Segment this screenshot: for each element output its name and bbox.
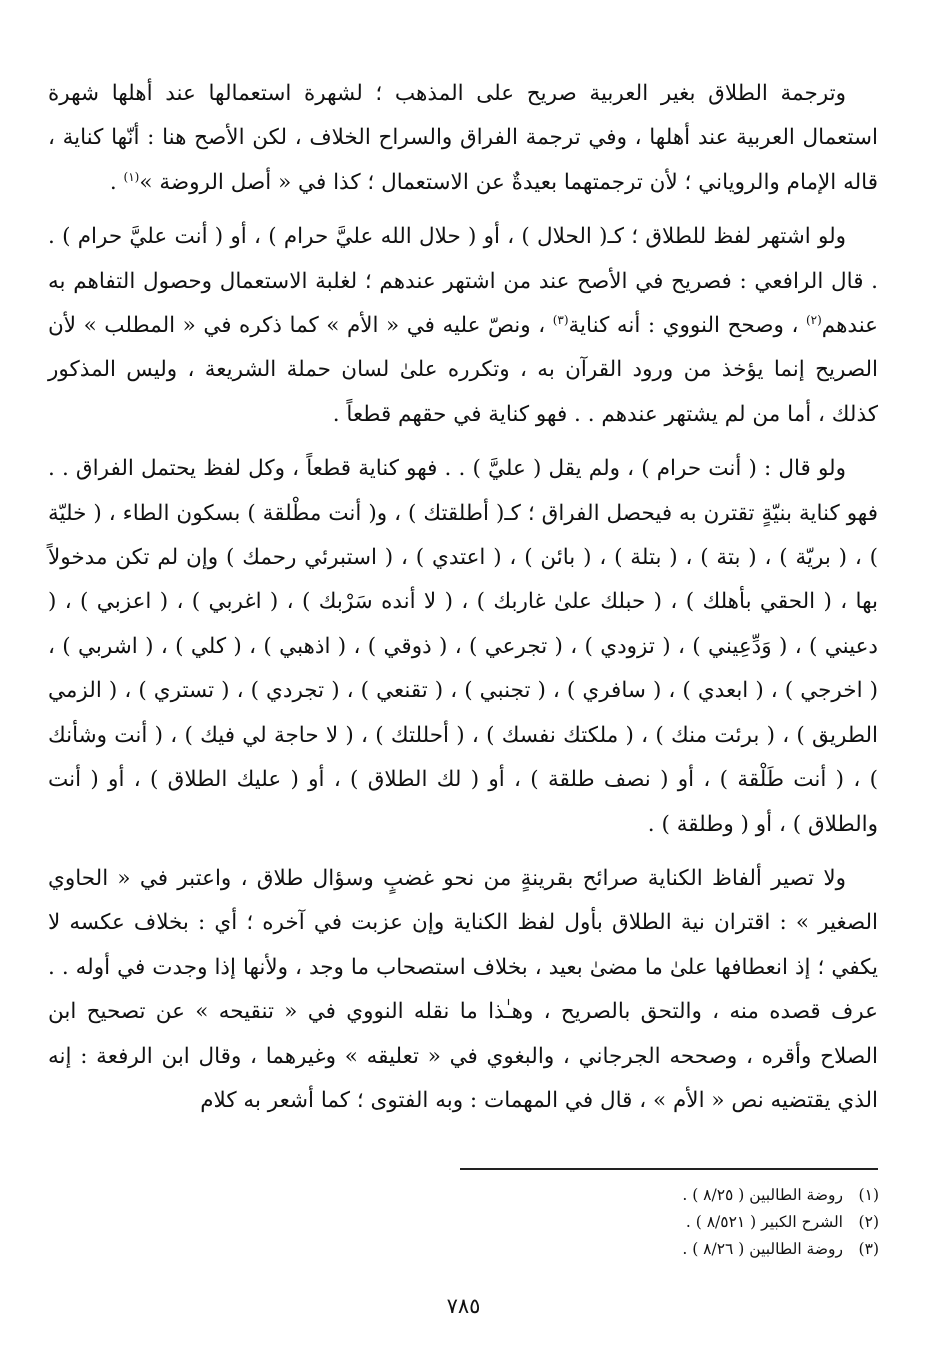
footnote-number: (٢) (858, 1213, 879, 1231)
footnote-number: (١) (858, 1186, 879, 1204)
footnote-ref-1[interactable]: (١) (123, 169, 140, 184)
paragraph-1-text: وترجمة الطلاق بغير العربية صريح على المذهب ؛ لشهرة استعمالها عند أهلها شهرة استعمال العربية عند أهلها ، وفي ترجمة الفراق والسراح الخلاف ، لكن الأصح هنا : أنّها كناية ، قاله الإمام والروياني ؛ لأن ترجمتهما بعيدةٌ عن الاستعمال ؛ كذا في « أصل الروضة » (48, 81, 878, 195)
footnote-2 (379, 1209, 879, 1236)
footnote-ref-3[interactable]: (٣) (552, 312, 569, 327)
footnote-number: (٣) (858, 1240, 879, 1258)
footnote-3 (379, 1236, 879, 1263)
paragraph-2-mid: ، وصحح النووي : أنه كناية (568, 313, 806, 339)
paragraph-2 (48, 215, 878, 437)
footnote-1 (379, 1182, 879, 1209)
paragraph-4: ولا تصير ألفاظ الكناية صرائح بقرينةٍ من نحو غضبٍ وسؤال طلاق ، واعتبر في « الحاوي الصغير » : اقتران نية الطلاق بأول لفظ الكناية وإن عزبت في آخره ؛ أي : بخلاف عكسه لا يكفي ؛ إذ انعطافها علىٰ ما مضىٰ بعيد ، بخلاف استصحاب ما وجد ، ولأنها إذا وجدت في أوله . . عرف قصده منه ، والتحق بالصريح ، وهـٰذا ما نقله النووي في « تنقيحه » عن تصحيح ابن الصلاح وأقره ، وصححه الجرجاني ، والبغوي في « تعليقه » وغيرهما ، وقال ابن الرفعة : إنه الذي يقتضيه نص « الأم » ، قال في المهمات : وبه الفتوى ؛ كما أشعر به كلام (48, 865, 878, 1113)
paragraph-2-text: ولو اشتهر لفظ للطلاق ؛ كـ( الحلال ) ، أو ( حلال الله عليَّ حرام ) ، أو ( أنت عليَّ حرام ) . . قال الرافعي : فصريح في الأصح عند من اشتهر عندهم ؛ لغلبة الاستعمال وحصول التفاهم به عندهم (48, 224, 879, 339)
footnote-separator (460, 1168, 878, 1170)
footnote-ref-2[interactable]: (٢) (805, 312, 822, 327)
footnote-text: روضة الطالبين ( ٨/٢٥ ) . (682, 1186, 843, 1204)
page-number: ٧٨٥ (446, 1294, 481, 1318)
footnotes (379, 1182, 879, 1263)
paragraph-1 (48, 72, 878, 205)
paragraph-1-tail: . (109, 169, 124, 195)
paragraph-3: ولو قال : ( أنت حرام ) ، ولم يقل ( عليَّ ) . . فهو كناية قطعاً ، وكل لفظ يحتمل الفراق . . فهو كناية بنيّةٍ تقترن به فيحصل الفراق ؛ كـ( أطلقتك ) ، و( أنت مطْلقة ) بسكون الطاء ، ( خليّة ) ، ( بريّة ) ، ( بتة ) ، ( بتلة ) ، ( بائن ) ، ( اعتدي ) ، ( استبرئي رحمك ) وإن لم تكن مدخولاً بها ، ( الحقي بأهلك ) ، ( حبلك علىٰ غاربك ) ، ( لا أنده سَرْبك ) ، ( اغربي ) ، ( اعزبي ) ، ( دعيني ) ، ( وَدِّعِيني ) ، ( تزودي ) ، ( تجرعي ) ، ( ذوقي ) ، ( اذهبي ) ، ( كلي ) ، ( اشربي ) ، ( اخرجي ) ، ( ابعدي ) ، ( سافري ) ، ( تجنبي ) ، ( تقنعي ) ، ( تجردي ) ، ( تستري ) ، ( الزمي الطريق ) ، ( برئت منك ) ، ( ملكتك نفسك ) ، ( أحللتك ) ، ( لا حاجة لي فيك ) ، ( أنت وشأنك ) ، ( أنت طَلْقة ) ، أو ( نصف طلقة ) ، أو ( لك الطلاق ) ، أو ( عليك الطلاق ) ، أو ( أنت والطلاق ) ، أو ( وطلقة ) . (48, 456, 878, 837)
main-text (48, 72, 878, 1133)
paragraph-2-tail: ، ونصّ عليه في « الأم » كما ذكره في « المطلب » لأن الصريح إنما يؤخذ من ورود القرآن به ، وتكرره علىٰ لسان حملة الشريعة ، وليس المذكور كذلك ، أما من لم يشتهر عندهم . . فهو كناية في حقهم قطعاً . (48, 313, 878, 427)
footnote-text: روضة الطالبين ( ٨/٢٦ ) . (682, 1240, 843, 1258)
footnote-text: الشرح الكبير ( ٨/٥٢١ ) . (685, 1213, 843, 1231)
